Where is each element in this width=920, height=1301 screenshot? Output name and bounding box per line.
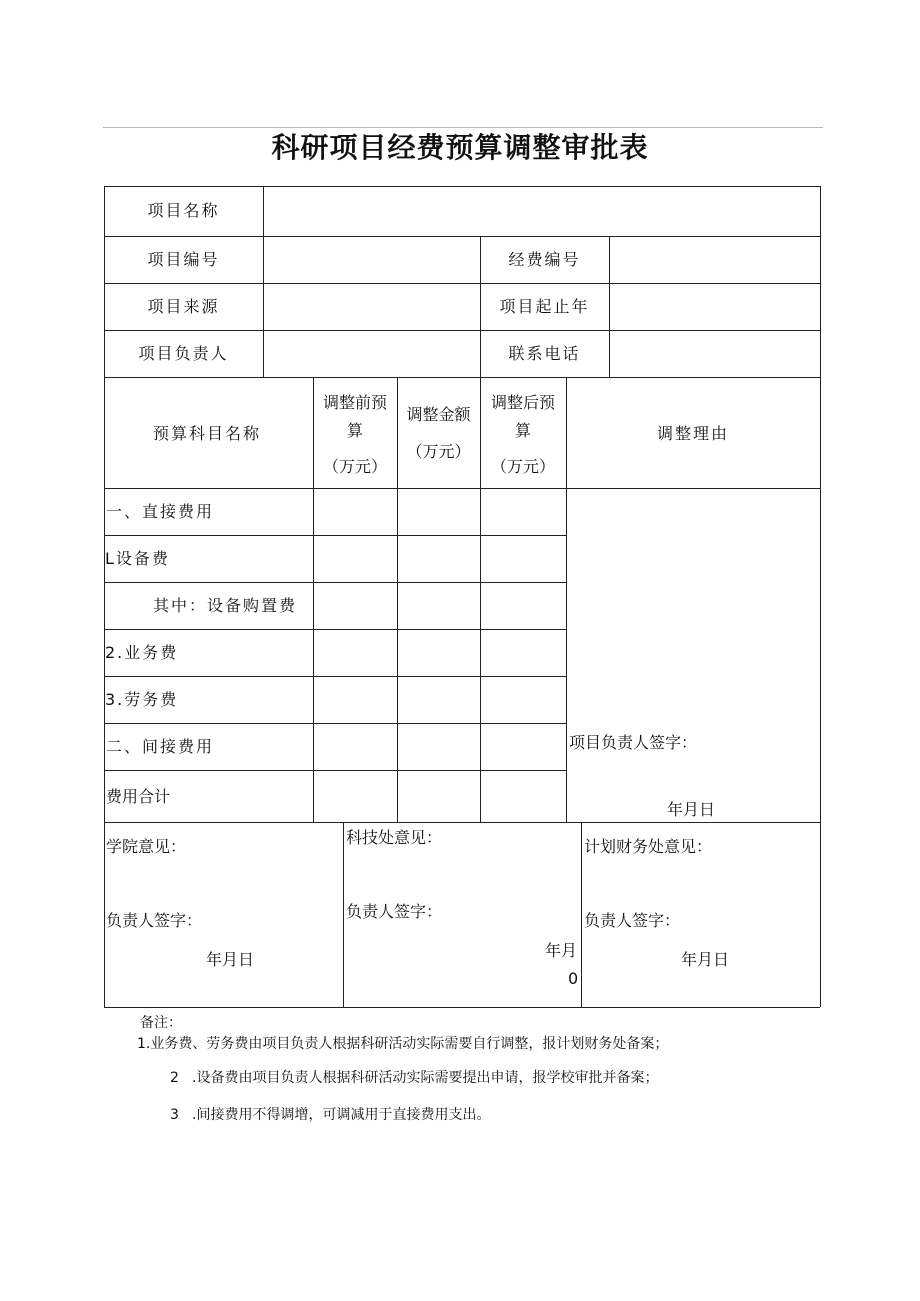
label-project-period: 项目起止年 <box>499 297 590 316</box>
science-opinion-label: 科技处意见： <box>346 828 443 847</box>
table-line <box>104 822 820 823</box>
table-line <box>343 822 344 1007</box>
row-total: 费用合计 <box>106 787 171 806</box>
table-line <box>104 186 820 187</box>
header-after-unit: （万元） <box>490 457 555 476</box>
table-line <box>480 377 481 822</box>
label-project-number: 项目编号 <box>147 250 220 269</box>
college-date: 年月日 <box>206 950 255 969</box>
label-project-leader: 项目负责人 <box>138 344 229 363</box>
header-after-2: 算 <box>514 421 531 440</box>
label-project-name: 项目名称 <box>147 201 220 220</box>
table-line <box>104 330 820 331</box>
header-reason: 调整理由 <box>657 424 730 443</box>
header-before-1: 调整前预 <box>322 393 387 412</box>
finance-date: 年月日 <box>681 950 730 969</box>
note-3-number: 3 <box>170 1107 179 1123</box>
table-line <box>104 283 820 284</box>
table-line <box>104 676 566 677</box>
row-labor: 3.劳务费 <box>105 690 179 709</box>
notes-label: 备注： <box>140 1015 182 1031</box>
finance-opinion-label: 计划财务处意见： <box>584 837 713 856</box>
reason-signature: 项目负责人签字： <box>569 733 698 752</box>
note-2-number: 2 <box>170 1070 179 1086</box>
header-amount-unit: （万元） <box>406 442 471 461</box>
page-title: 科研项目经费预算调整审批表 <box>271 131 649 164</box>
table-line <box>820 186 821 1007</box>
table-line <box>313 377 314 822</box>
reason-date: 年月日 <box>667 800 716 819</box>
table-line <box>566 377 567 822</box>
row-direct-cost: 一、直接费用 <box>106 502 215 521</box>
header-after-1: 调整后预 <box>490 393 555 412</box>
header-amount-1: 调整金额 <box>406 405 471 424</box>
table-line <box>104 582 566 583</box>
row-indirect-cost: 二、间接费用 <box>106 737 215 756</box>
table-line <box>104 236 820 237</box>
note-2: .设备费由项目负责人根据科研活动实际需要提出申请，报学校审批并备案； <box>192 1070 659 1086</box>
row-business: 2.业务费 <box>105 643 179 662</box>
table-line <box>104 377 820 378</box>
row-equipment: L设备费 <box>105 549 170 568</box>
label-project-source: 项目来源 <box>147 297 220 316</box>
header-before-2: 算 <box>346 421 363 440</box>
table-line <box>609 236 610 377</box>
row-equipment-purchase: 其中：设备购置费 <box>153 596 298 615</box>
table-line <box>104 535 566 536</box>
header-before-unit: （万元） <box>322 457 387 476</box>
label-phone: 联系电话 <box>508 344 581 363</box>
top-rule <box>103 127 823 128</box>
finance-signature: 负责人签字： <box>584 911 681 930</box>
college-signature: 负责人签字： <box>106 911 203 930</box>
science-date: 年月 <box>545 941 578 960</box>
science-date-extra: 0 <box>568 969 579 988</box>
college-opinion-label: 学院意见： <box>106 837 187 856</box>
science-signature: 负责人签字： <box>346 902 443 921</box>
table-line <box>263 186 264 377</box>
table-line <box>104 770 566 771</box>
note-3: .间接费用不得调增，可调减用于直接费用支出。 <box>192 1107 491 1123</box>
table-line <box>581 822 582 1007</box>
label-fund-number: 经费编号 <box>508 250 581 269</box>
table-line <box>104 1007 820 1008</box>
header-subject: 预算科目名称 <box>153 424 262 443</box>
table-line <box>104 629 566 630</box>
table-line <box>104 723 566 724</box>
note-1: 1.业务费、劳务费由项目负责人根据科研活动实际需要自行调整，报计划财务处备案； <box>137 1036 669 1052</box>
table-line <box>104 488 820 489</box>
